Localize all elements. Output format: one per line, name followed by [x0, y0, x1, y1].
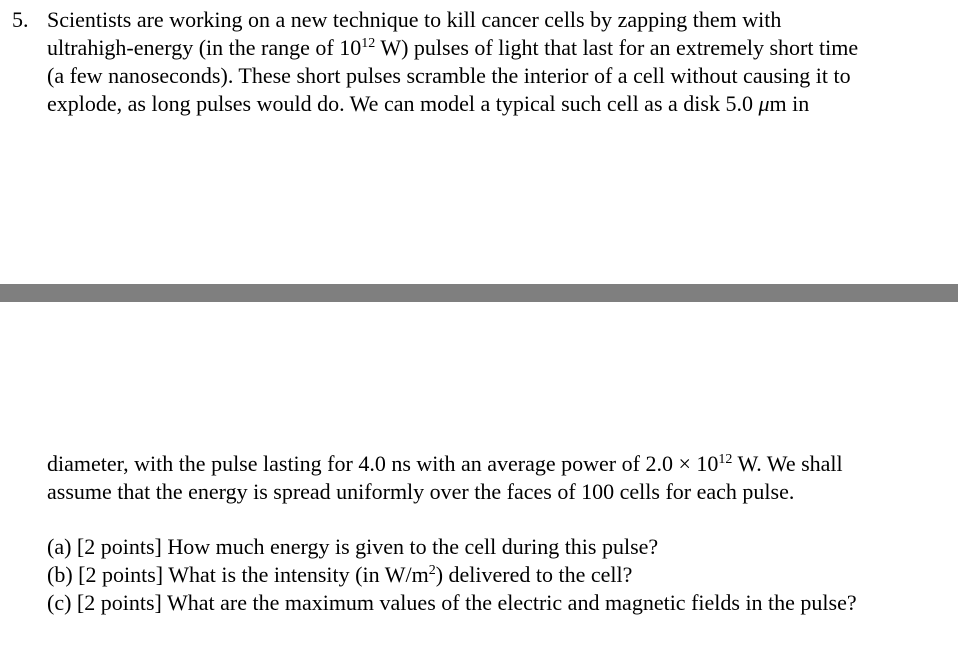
question-part-a: (a) [2 points] How much energy is given to the cell during this pulse? — [47, 534, 659, 559]
problem-text-line-3: (a few nanoseconds). These short pulses scramble the interior of a cell without causing it to — [47, 63, 851, 88]
question-part-c: (c) [2 points] What are the maximum values of the electric and magnetic fields in the pulse? — [47, 590, 857, 615]
problem-number: 5. — [12, 7, 29, 32]
question-part-b: (b) [2 points] What is the intensity (in $W/m^2$) delivered to the cell? — [47, 562, 633, 587]
problem-text-line-4: explode, as long pulses would do. We can model a typical such cell as a disk 5.0 μm in — [47, 91, 810, 116]
problem-text-line-6: assume that the energy is spread uniformly over the faces of 100 cells for each pulse. — [47, 479, 795, 504]
problem-text-line-1: Scientists are working on a new technique to kill cancer cells by zapping them with — [47, 7, 782, 32]
page-divider — [0, 284, 958, 302]
problem-text-line-2: ultrahigh-energy (in the range of $10^{12}$ W) pulses of light that last for an extremely short time — [47, 35, 859, 60]
problem-text-line-5: diameter, with the pulse lasting for 4.0 ns with an average power of $2.0 \times 10^{12}$ W. We shall — [47, 451, 843, 476]
